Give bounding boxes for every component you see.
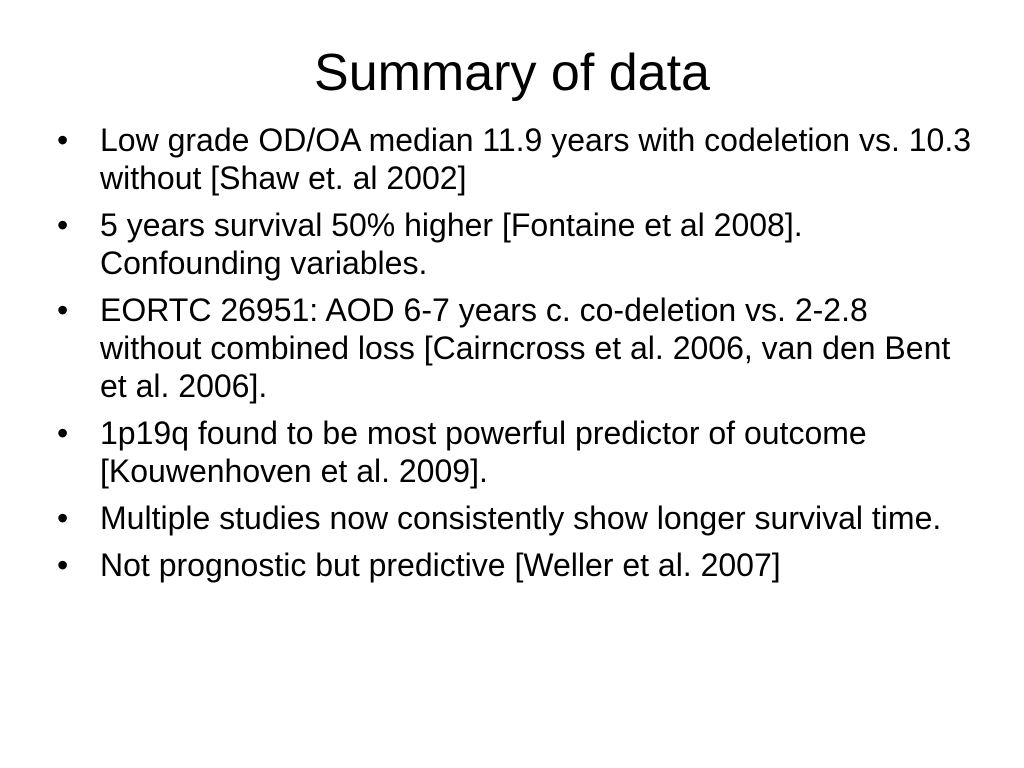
bullet-icon: • bbox=[57, 122, 69, 158]
bullet-item bbox=[57, 414, 977, 490]
bullet-icon: • bbox=[57, 500, 69, 536]
bullet-text: EORTC 26951: AOD 6-7 years c. co-deletion vs. 2-2.8 without combined loss [Cairncross et al. 2006, van den Bent et al. 2006]. bbox=[100, 292, 951, 404]
bullet-item bbox=[57, 121, 977, 197]
bullet-icon: • bbox=[57, 207, 69, 243]
bullet-text: Low grade OD/OA median 11.9 years with codeletion vs. 10.3 without [Shaw et. al 2002] bbox=[100, 122, 971, 196]
bullet-icon: • bbox=[57, 415, 69, 451]
bullet-text: Not prognostic but predictive [Weller et al. 2007] bbox=[100, 547, 781, 583]
bullet-list bbox=[57, 121, 977, 593]
bullet-icon: • bbox=[57, 292, 69, 328]
bullet-icon: • bbox=[57, 547, 69, 583]
bullet-item bbox=[57, 291, 977, 405]
bullet-text: 5 years survival 50% higher [Fontaine et al 2008]. Confounding variables. bbox=[100, 207, 803, 281]
bullet-item bbox=[57, 546, 977, 584]
bullet-text: 1p19q found to be most powerful predictor of outcome [Kouwenhoven et al. 2009]. bbox=[100, 415, 867, 489]
bullet-item bbox=[57, 499, 977, 537]
bullet-text: Multiple studies now consistently show longer survival time. bbox=[100, 500, 942, 536]
slide-title: Summary of data bbox=[314, 44, 710, 102]
bullet-item bbox=[57, 206, 977, 282]
